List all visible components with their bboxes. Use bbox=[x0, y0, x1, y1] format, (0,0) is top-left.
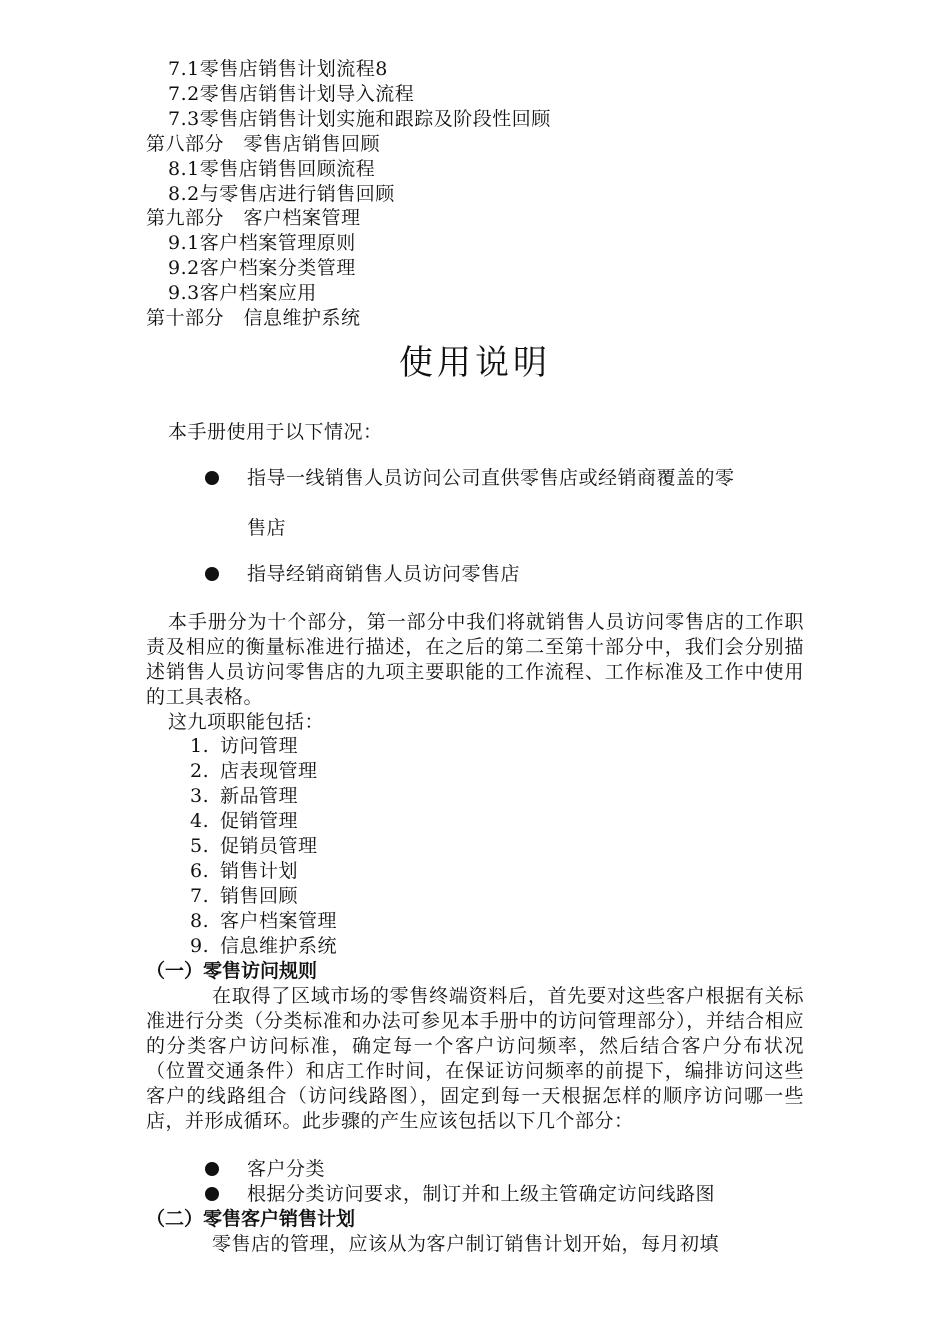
toc-item: 9.3客户档案应用 bbox=[168, 282, 317, 304]
toc-part: 第九部分 客户档案管理 bbox=[146, 207, 361, 229]
section-2-body: 零售店的管理，应该从为客户制订销售计划开始，每月初填 bbox=[212, 1233, 720, 1255]
usage-bullet-1-line1: 指导一线销售人员访问公司直供零售店或经销商覆盖的零 bbox=[247, 467, 735, 489]
section-1-bullet: 客户分类 bbox=[247, 1158, 326, 1180]
bullet-icon bbox=[205, 1187, 219, 1201]
function-item: 5. 促销员管理 bbox=[190, 835, 318, 857]
function-item: 3. 新品管理 bbox=[190, 785, 299, 807]
toc-item: 9.2客户档案分类管理 bbox=[168, 257, 356, 279]
bullet-icon bbox=[205, 1162, 219, 1176]
function-item: 7. 销售回顾 bbox=[190, 885, 299, 907]
toc-item: 7.1零售店销售计划流程8 bbox=[168, 58, 388, 80]
function-item: 9. 信息维护系统 bbox=[190, 935, 338, 957]
usage-bullet-2: 指导经销商销售人员访问零售店 bbox=[247, 563, 521, 585]
toc-item: 7.3零售店销售计划实施和跟踪及阶段性回顾 bbox=[168, 108, 551, 130]
toc-part: 第八部分 零售店销售回顾 bbox=[146, 133, 381, 155]
usage-intro: 本手册使用于以下情况： bbox=[168, 421, 383, 443]
section-2-heading: （二）零售客户销售计划 bbox=[146, 1208, 356, 1230]
toc-item: 8.2与零售店进行销售回顾 bbox=[168, 183, 395, 205]
function-item: 2. 店表现管理 bbox=[190, 760, 318, 782]
function-item: 4. 促销管理 bbox=[190, 810, 299, 832]
function-item: 8. 客户档案管理 bbox=[190, 910, 338, 932]
section-1-bullet: 根据分类访问要求，制订并和上级主管确定访问线路图 bbox=[247, 1183, 716, 1205]
section-1-body: 在取得了区域市场的零售终端资料后，首先要对这些客户根据有关标准进行分类（分类标准和办法可参见本手册中的访问管理部分），并结合相应的分类客户访问标准，确定每一个客户访问频率，然后结合客户分布状况（位置交通条件）和店工作时间，在保证访问频率的前提下，编排访问这些客户的线路组合（访问线路图），固定到每一天根据怎样的顺序访问哪一些店，并形成循环。此步骤的产生应该包括以下几个部分： bbox=[146, 985, 804, 1132]
toc-item: 9.1客户档案管理原则 bbox=[168, 232, 356, 254]
toc-item: 7.2零售店销售计划导入流程 bbox=[168, 83, 415, 105]
function-item: 6. 销售计划 bbox=[190, 860, 299, 882]
bullet-icon bbox=[205, 471, 219, 485]
toc-part: 第十部分 信息维护系统 bbox=[146, 307, 361, 329]
usage-bullet-1-line2: 售店 bbox=[247, 517, 287, 539]
section-1-heading: （一）零售访问规则 bbox=[146, 960, 318, 982]
function-item: 1. 访问管理 bbox=[190, 735, 299, 757]
toc-item: 8.1零售店销售回顾流程 bbox=[168, 158, 376, 180]
page-title: 使用说明 bbox=[399, 343, 551, 383]
bullet-icon bbox=[205, 567, 219, 581]
functions-intro: 这九项职能包括： bbox=[168, 711, 325, 733]
overview-paragraph: 本手册分为十个部分，第一部分中我们将就销售人员访问零售店的工作职责及相应的衡量标准进行描述，在之后的第二至第十部分中，我们会分别描述销售人员访问零售店的九项主要职能的工作流程、工作标准及工作中使用的工具表格。 bbox=[146, 611, 804, 708]
